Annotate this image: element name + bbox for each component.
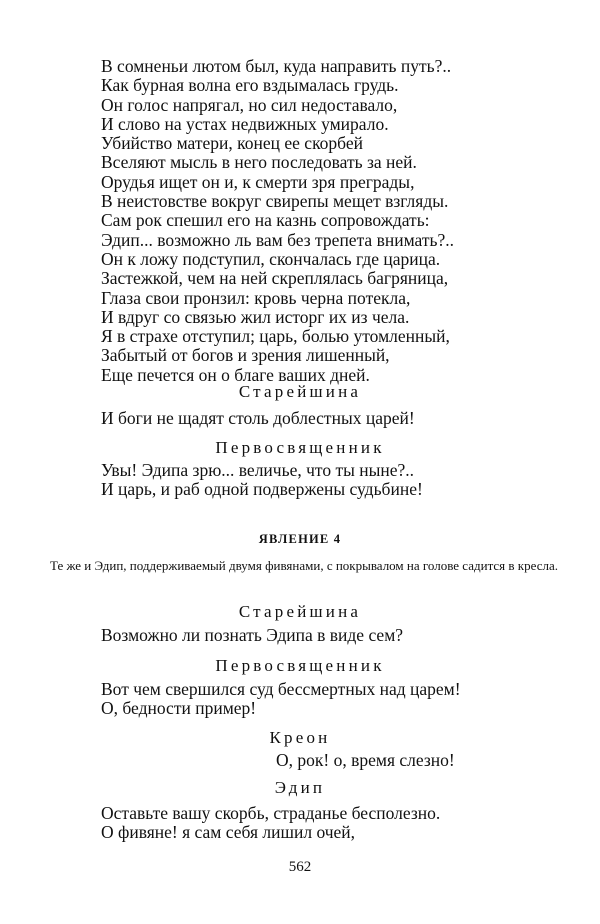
verse-line: Орудья ищет он и, к смерти зря преграды, xyxy=(101,171,415,192)
verse-line: В неистовстве вокруг свирепы мещет взгляды. xyxy=(101,191,449,212)
verse-line: Оставьте вашу скорбь, страданье бесполезно. xyxy=(101,803,441,823)
verse-line: Еще печется он о благе ваших дней. xyxy=(101,364,370,385)
verse-passage xyxy=(101,680,461,719)
verse-passage xyxy=(101,461,423,500)
speaker-name: Старейшина xyxy=(238,382,362,401)
verse-line: Он голос напрягал, но сил недоставало, xyxy=(101,94,398,115)
verse-line: Глаза свои пронзил: кровь черна потекла, xyxy=(101,287,411,308)
verse-passage xyxy=(276,751,455,770)
verse-line: Я в страхе отступил; царь, болью утомленный, xyxy=(101,326,450,347)
verse-line: Как бурная волна его вздымалась грудь. xyxy=(101,75,399,96)
verse-passage xyxy=(101,626,403,645)
verse-passage xyxy=(101,57,454,385)
speaker-name: Первосвященник xyxy=(215,656,385,675)
verse-passage xyxy=(101,804,440,843)
scene-title: ЯВЛЕНИЕ 4 xyxy=(258,532,342,546)
verse-line: Убийство матери, конец ее скорбей xyxy=(101,133,363,154)
verse-passage xyxy=(101,409,415,428)
verse-line: И боги не щадят столь доблестных царей! xyxy=(101,408,415,428)
verse-line: Забытый от богов и зрения лишенный, xyxy=(101,345,390,366)
stage-direction: Те же и Эдип, поддерживаемый двумя фивянами, с покрывалом на голове садится в кресла. xyxy=(50,558,558,573)
verse-line: О, рок! о, время слезно! xyxy=(276,750,455,770)
verse-line: И царь, и раб одной подвержены судьбине! xyxy=(101,479,423,500)
verse-line: И вдруг со связью жил исторг их из чела. xyxy=(101,306,410,327)
verse-line: Увы! Эдипа зрю... величье, что ты ныне?.. xyxy=(101,460,414,480)
speaker-name: Эдип xyxy=(274,778,326,797)
verse-line: Возможно ли познать Эдипа в виде сем? xyxy=(101,625,404,645)
speaker-name: Старейшина xyxy=(238,602,362,621)
verse-line: О фивяне! я сам себя лишил очей, xyxy=(101,822,356,843)
verse-line: Застежкой, чем на ней скреплялась багряница, xyxy=(101,268,449,289)
verse-line: Эдип... возможно ль вам без трепета внимать?.. xyxy=(101,229,454,250)
verse-line: Вот чем свершился суд бессмертных над царем! xyxy=(101,679,461,699)
speaker-name: Первосвященник xyxy=(215,438,385,457)
verse-line: Вселяют мысль в него последовать за ней. xyxy=(101,152,417,173)
speaker-name: Креон xyxy=(269,728,331,747)
verse-line: Сам рок спешил его на казнь сопровождать: xyxy=(101,210,430,231)
verse-line: О, бедности пример! xyxy=(101,698,257,719)
verse-line: Он к ложу подступил, скончалась где царица. xyxy=(101,248,441,269)
verse-line: В сомненьи лютом был, куда направить путь?.. xyxy=(101,56,452,76)
page-number: 562 xyxy=(288,859,312,875)
verse-line: И слово на устах недвижных умирало. xyxy=(101,113,389,134)
